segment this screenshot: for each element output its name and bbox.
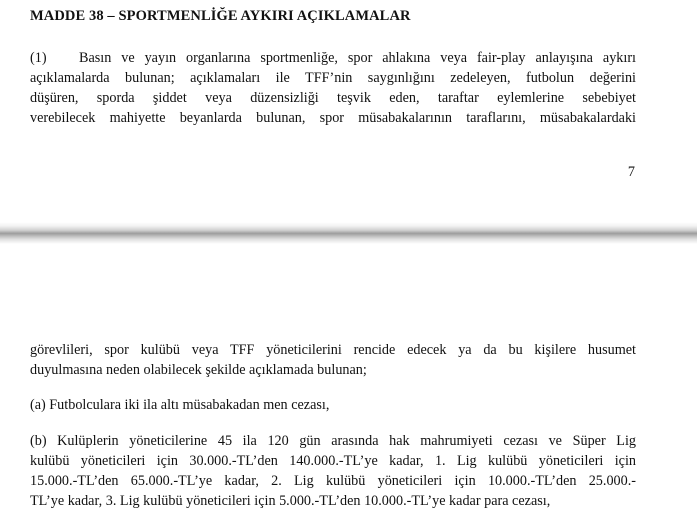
list-item-a [30,395,636,415]
list-item-b [30,431,636,511]
paragraph-line: düşüren, sporda şiddet veya düzensizliği teşvik eden, taraftar eylemlerine sebebiyet [30,90,636,106]
list-item-line: TL’ye kadar, 3. Lig kulübü yöneticileri için 5.000.-TL’den 10.000.-TL’ye kadar para cezası, [30,493,551,509]
list-item-line: (b) Kulüplerin yöneticilerine 45 ila 120 gün arasında hak mahrumiyeti cezası ve Süper Lig [30,433,636,449]
list-item-line: kulübü yöneticileri için 30.000.-TL’den 140.000.-TL’ye kadar, 1. Lig kulübü yöneticileri için [30,453,636,469]
paragraph-line: verebilecek mahiyette beyanlarda bulunan, spor müsabakalarının taraflarını, müsabakalardaki [30,110,636,126]
page-number: 7 [627,164,635,180]
article-heading: MADDE 38 – SPORTMENLİĞE AYKIRI AÇIKLAMALAR [30,8,411,24]
paragraph-line: görevlileri, spor kulübü veya TFF yöneticilerini rencide edecek ya da bu kişilere husumet [30,342,636,358]
article-paragraph-1 [30,48,636,128]
document-page-top [0,0,697,222]
paragraph-line: (1) Basın ve yayın organlarına sportmenliğe, spor ahlakına veya fair-play anlayışına aykırı [30,50,636,66]
article-paragraph-continued [30,340,636,380]
list-item-line: 15.000.-TL’den 65.000.-TL’ye kadar, 2. Lig kulübü yöneticileri için 10.000.-TL’den 25.000.- [30,473,636,489]
page-separator [0,222,697,244]
paragraph-line: duyulmasına neden olabilecek şekilde açıklamada bulunan; [30,362,367,378]
paragraph-line: açıklamalarda bulunan; açıklamaları ile TFF’nin saygınlığını zedeleyen, futbolun değerini [30,70,636,86]
paragraph-number: (1) [30,50,47,66]
list-item-text: (a) Futbolculara iki ila altı müsabakadan men cezası, [30,397,330,413]
